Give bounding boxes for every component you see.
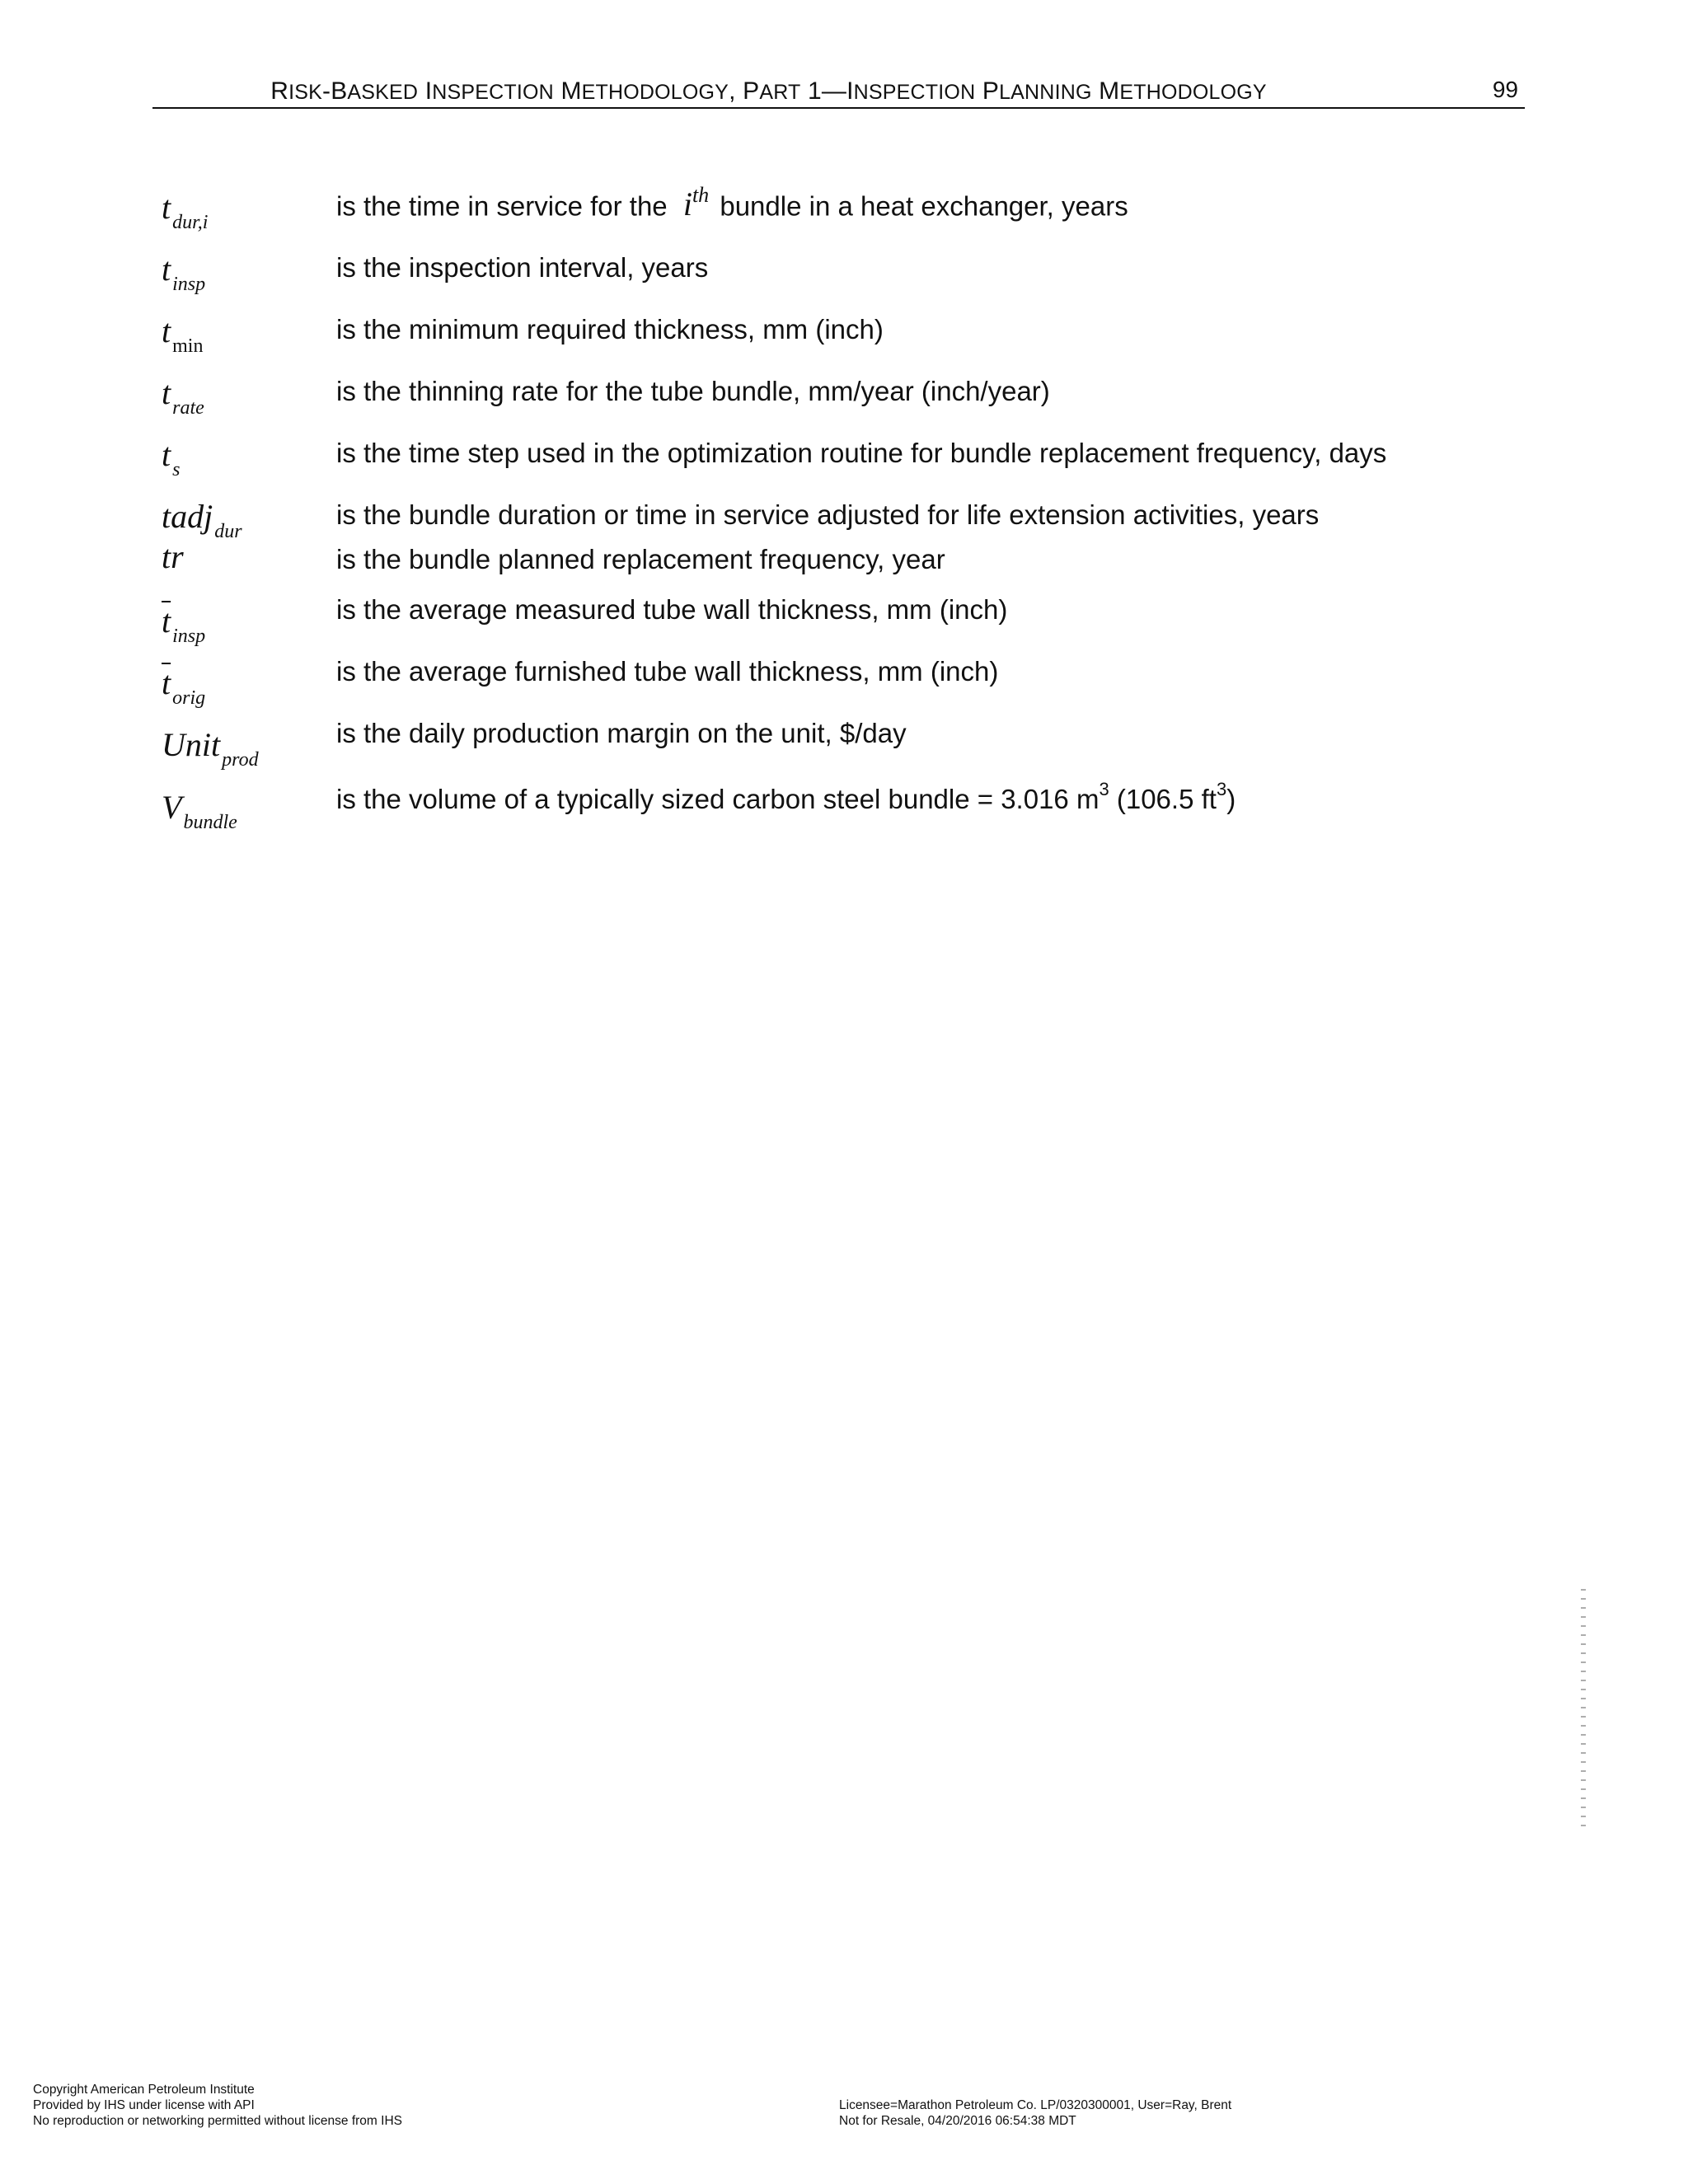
definition-row — [162, 718, 1513, 771]
margin-watermark-marks — [1581, 1589, 1586, 1828]
definition-text: is the inspection interval, years — [336, 252, 709, 283]
definition-text: is the thinning rate for the tube bundle, mm/year (inch/year) — [336, 376, 1050, 406]
definition-symbol: tr — [162, 538, 184, 575]
definition-row — [162, 594, 1513, 647]
definition-symbol: Unit$_{prod}$ — [162, 726, 259, 771]
definition-row — [162, 536, 1513, 585]
definition-row — [162, 429, 1513, 478]
running-title: RISK-BASKED INSPECTION METHODOLOGY, PART 1—INSPECTION PLANNING METHODOLOGY — [270, 77, 1267, 105]
definition-symbol: $t_{min}$ — [162, 312, 204, 357]
definition-text: is the daily production margin on the unit, $/day — [336, 718, 907, 748]
definition-text: is the volume of a typically sized carbon steel bundle = 3.016 $m^3$ (106.5 $ft^3$) — [336, 779, 1236, 814]
definition-symbol: $V_{bundle}$ — [162, 789, 237, 833]
definition-text: is the minimum required thickness, mm (inch) — [336, 314, 884, 344]
definition-row — [162, 656, 1513, 709]
definition-row — [162, 181, 1513, 231]
definition-symbol: $t_{insp}$ — [162, 251, 206, 295]
page-number: 99 — [1492, 77, 1518, 102]
definition-symbol: tadj$_{dur}$ — [162, 498, 242, 542]
definition-symbol: $\overline{t}_{orig}$ — [162, 664, 206, 709]
page-header — [152, 79, 1525, 109]
definition-symbol: $t_s$ — [162, 436, 181, 480]
definition-row — [162, 781, 1513, 831]
definition-text: is the average measured tube wall thickness, mm (inch) — [336, 594, 1008, 625]
definition-row — [162, 243, 1513, 293]
definition-row — [162, 367, 1513, 419]
definition-row — [162, 305, 1513, 357]
definition-text: is the bundle planned replacement frequency, year — [336, 544, 945, 574]
definition-text: is the average furnished tube wall thickness, mm (inch) — [336, 656, 999, 687]
footer-copyright: Copyright American Petroleum Institute Provided by IHS under license with API No reproduction or networking permitted without license from IHS — [33, 2083, 402, 2128]
definition-symbol: $t_{dur,i}$ — [162, 189, 209, 233]
definition-row — [162, 490, 1513, 540]
definition-symbol: $t_{rate}$ — [162, 374, 204, 419]
definition-text: is the bundle duration or time in service adjusted for life extension activities, years — [336, 499, 1320, 530]
definition-text: is the time in service for the $i^{th}$ bundle in a heat exchanger, years — [336, 182, 1128, 223]
definition-symbol: $\overline{t}_{insp}$ — [162, 602, 206, 647]
footer-license: Licensee=Marathon Petroleum Co. LP/0320300001, User=Ray, Brent Not for Resale, 04/20/2016 06:54:38 MDT — [839, 2098, 1232, 2128]
definition-text: is the time step used in the optimization routine for bundle replacement frequency, days — [336, 438, 1387, 468]
